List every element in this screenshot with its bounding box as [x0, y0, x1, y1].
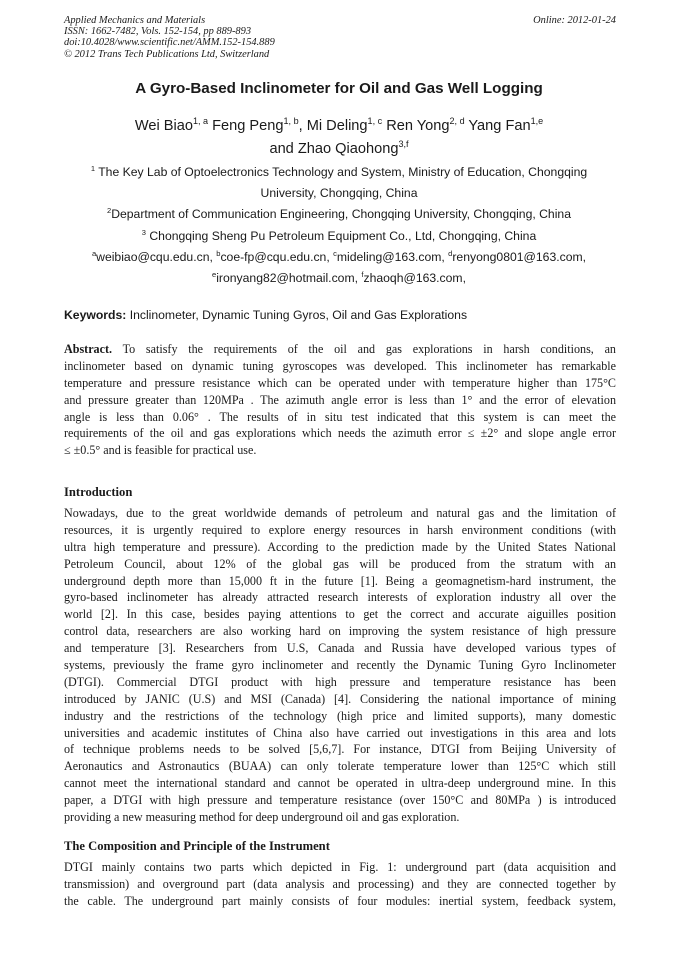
author-name: Mi Deling [306, 118, 368, 134]
affil-sup: 2 [107, 205, 112, 215]
body-line: Nowadays, due to the great worldwide demands of petroleum and natural gas and the limitation of [64, 506, 616, 520]
body-line: gyro-based inclinometer has already attracted research interests of exploration industry all over the [64, 590, 616, 605]
email-sup: a [91, 248, 97, 258]
body-line: resources, it is urgently required to explore energy resources in harsh environment conditions (with [64, 522, 616, 537]
keywords-text: Inclinometer, Dynamic Tuning Gyros, Oil and Gas Explorations [129, 308, 468, 322]
affil-sup: 3 [141, 227, 146, 237]
author-affil-sup: 1, a [192, 116, 209, 127]
author-affil-sup: 3,f [398, 139, 409, 150]
email-line-1 [0, 249, 678, 265]
author-affil-sup: 1, c [367, 116, 383, 127]
abstract [64, 341, 616, 459]
email-sup: d [448, 248, 453, 258]
body-line: universities and academic institutes of China also have carried out investigations in this area and lots [64, 725, 616, 740]
body-line: paper, a DTGI with high pressure and temperature resistance (over 150°C and 80MPa ) is introduced [64, 793, 616, 808]
online-date: Online: 2012-01-24 [533, 15, 616, 26]
author-affil-sup: 2, d [449, 116, 465, 127]
body-line: underground depth more than 15,000 ft in the future [1]. Being a geomagnetism-hard instrument, the [64, 573, 616, 588]
section-heading-introduction: Introduction [64, 485, 133, 499]
abstract-line: inclinometer based on dynamic tuning gyroscopes was developed. This inclinometer has remarkable [64, 358, 616, 373]
abstract-line: Abstract. To satisfy the requirements of the oil and gas explorations in harsh conditions, an [64, 342, 616, 356]
body-line: systems, previously the frame gyro inclinometer and recently the Dynamic Tuning Gyro Inclinometer [64, 658, 616, 673]
author-name: Yang Fan [468, 118, 531, 134]
email-address[interactable]: zhaoqh@163.com, [363, 271, 466, 285]
copyright-line: © 2012 Trans Tech Publications Ltd, Switzerland [64, 48, 270, 60]
body-line: control data, researchers are also working hard on improving the system resistance of high pressure [64, 624, 616, 639]
body-line: introduced by JANIC (U.S) and MSI (Canada) [4]. Considering the national importance of mining [64, 691, 616, 706]
keywords-label: Keywords: [64, 308, 127, 322]
keywords [64, 307, 616, 323]
body-line: world [2]. In this case, besides paying attentions to get the correct and accurate aiguilles position [64, 607, 616, 622]
abstract-line: requirements of the oil and gas explorations which needs the azimuth error ≤ ±2° and slope angle error [64, 426, 616, 441]
body-line: cannot meet the international standard and cannot be operated in ultra-deep underground mine. In this [64, 776, 616, 791]
doi-line: doi:10.4028/www.scientific.net/AMM.152-154.889 [64, 37, 275, 49]
affil-sup: 1 [90, 163, 96, 173]
email-address[interactable]: renyong0801@163.com, [452, 250, 587, 264]
affiliation-1-line-1 [0, 164, 678, 180]
composition-body [64, 859, 616, 910]
body-line: ultra high temperature and pressure). According to the prediction made by the United States National [64, 539, 616, 554]
abstract-line: temperature and pressure resistance which can be operated under with temperature higher than 175°C [64, 375, 616, 390]
body-line: Petroleum Council, about 12% of the global gas will be produced from the stratum with an [64, 556, 616, 571]
abstract-line: angle is less than 0.06° . The results of in situ test indicated that this system is can meet the [64, 409, 616, 424]
abstract-line: ≤ ±0.5° and is feasible for practical use. [64, 443, 257, 458]
email-address[interactable]: coe-fp@cqu.edu.cn, [220, 250, 330, 264]
email-line-2 [0, 270, 678, 286]
introduction-body [64, 505, 616, 826]
email-address[interactable]: mideling@163.com, [336, 250, 445, 264]
body-line: providing a new measuring method for deep underground oil and gas exploration. [64, 810, 460, 825]
author-line-2 [0, 139, 678, 159]
author-affil-sup: 1, b [283, 116, 299, 127]
author-line-1: Wei Biao$^{1, a}$ Feng Peng$^{1, b}$, Mi Deling$^{1, c}$ Ren Yong$^{2, d}$ Yang Fan$^{1,e}$ [134, 116, 544, 134]
body-line: (DTGI). Commercial DTGI product with high pressure and temperature resistance has been [64, 674, 616, 689]
author-name: Feng Peng [212, 118, 284, 134]
email-address[interactable]: ironyang82@hotmail.com, [216, 271, 358, 285]
affiliation-text: Department of Communication Engineering, Chongqing University, Chongqing, China [111, 207, 571, 221]
body-line: of technique problems needs to be solved [5,6,7]. For instance, DTGI from Beijing University of [64, 742, 616, 757]
abstract-label: Abstract. [64, 342, 113, 356]
email-sup: b [216, 248, 221, 258]
body-line: transmission) and overground part (data analysis and processing) and they are connected together by [64, 876, 616, 891]
affiliation-text: The Key Lab of Optoelectronics Technology and System, Ministry of Education, Chongqing [98, 165, 588, 179]
author-affil-sup: 1,e [530, 116, 544, 127]
body-line: the cable. The underground part mainly consists of four modules: inertial system, feedback system, [64, 893, 616, 908]
email-sup: c [333, 248, 337, 258]
body-line: Aeronautics and Astronautics (BUAA) can only tolerate temperature lower than 125°C which still [64, 759, 616, 774]
journal-name: Applied Mechanics and Materials [64, 15, 206, 26]
issn-line: ISSN: 1662-7482, Vols. 152-154, pp 889-893 [64, 26, 252, 38]
affiliation-3 [0, 228, 678, 244]
body-line: industry and the restrictions of the technology (high price and limited supports), many domestic [64, 708, 616, 723]
affiliation-1-line-2 [0, 185, 678, 201]
journal-header [64, 15, 616, 60]
author-name: Wei Biao [134, 118, 193, 134]
affiliation-text: Chongqing Sheng Pu Petroleum Equipment Co., Ltd, Chongqing, China [149, 229, 537, 243]
body-line: DTGI mainly contains two parts which depicted in Fig. 1: underground part (data acquisition and [64, 860, 616, 874]
body-line: and temperature [3]. Researchers from U.S, Canada and Russia have developed various types of [64, 641, 616, 656]
affiliation-2 [0, 206, 678, 222]
author-name: Ren Yong [386, 118, 450, 134]
email-sup: f [361, 269, 364, 279]
section-heading-composition: The Composition and Principle of the Instrument [64, 839, 330, 853]
paper-title: A Gyro-Based Inclinometer for Oil and Gas Well Logging [135, 80, 543, 97]
email-sup: e [212, 269, 217, 279]
email-address[interactable]: weibiao@cqu.edu.cn, [96, 250, 213, 264]
author-name: and Zhao Qiaohong [269, 141, 399, 157]
affiliation-text: University, Chongqing, China [260, 186, 418, 200]
abstract-line: and pressure greater than 120MPa . The azimuth angle error is less than 1° and the error of elevation [64, 392, 616, 407]
